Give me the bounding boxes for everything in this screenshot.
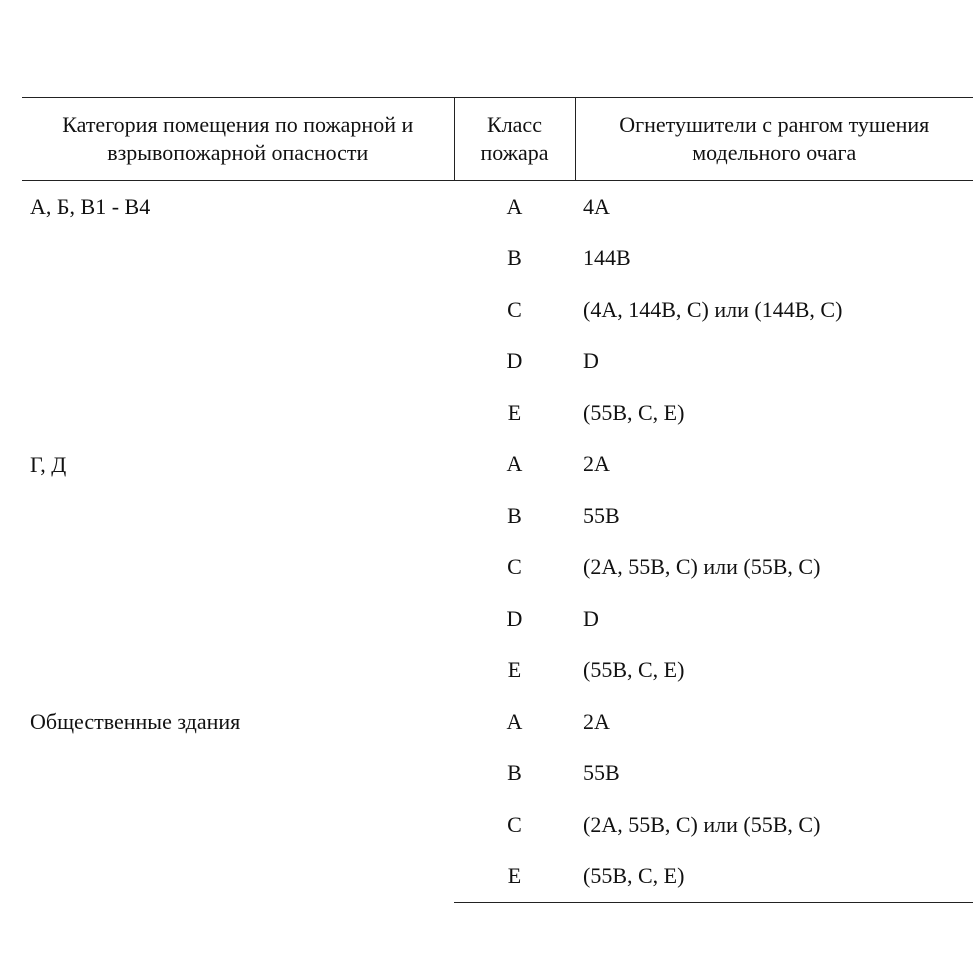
extinguisher-cell: 144B — [583, 245, 631, 271]
category-cell: Г, Д — [30, 451, 67, 477]
extinguisher-cell: D — [583, 605, 599, 631]
extinguisher-cell: (2A, 55B, C) или (55B, C) — [583, 811, 821, 837]
fire-class-cell: C — [507, 811, 522, 837]
extinguisher-cell: (4A, 144B, C) или (144B, C) — [583, 296, 843, 322]
fire-class-cell: C — [507, 554, 522, 580]
extinguisher-cell: 55B — [583, 502, 620, 528]
header-category: Категория помещения по пожарной и взрывопожарной опасности — [22, 98, 454, 181]
fire-class-cell: E — [507, 657, 522, 683]
fire-class-cell: D — [506, 348, 523, 374]
table-header — [22, 98, 973, 181]
category-cell: А, Б, В1 - В4 — [30, 194, 151, 219]
fire-class-cell: A — [506, 708, 523, 734]
extinguisher-cell: 2A — [583, 451, 610, 477]
fire-class-cell: B — [507, 502, 522, 528]
extinguisher-cell: 55B — [583, 760, 620, 786]
header-row — [22, 98, 973, 181]
fire-class-cell: B — [507, 760, 522, 786]
extinguisher-cell: 2A — [583, 708, 610, 734]
fire-class-cell: E — [454, 851, 575, 903]
extinguisher-cell: (55B, C, E) — [583, 657, 685, 683]
extinguisher-cell: (55B, C, E) — [583, 399, 685, 425]
extinguisher-cell: 4A — [583, 193, 610, 219]
fire-class-cell: E — [507, 399, 522, 425]
table-row — [22, 181, 973, 233]
fire-class-cell: D — [506, 605, 523, 631]
extinguisher-cell: D — [583, 348, 599, 374]
extinguisher-table-container — [22, 97, 973, 903]
table-body — [22, 181, 973, 903]
header-fire-class: Класс пожара — [454, 98, 575, 181]
extinguisher-cell: (55B, C, E) — [575, 851, 973, 903]
extinguisher-cell: (2A, 55B, C) или (55B, C) — [583, 554, 821, 580]
table-row — [22, 696, 973, 748]
extinguisher-table — [22, 97, 973, 903]
fire-class-cell: B — [507, 245, 522, 271]
category-cell: Общественные здания — [30, 709, 241, 734]
fire-class-cell: C — [507, 296, 522, 322]
fire-class-cell: A — [506, 451, 523, 477]
fire-class-cell: A — [506, 193, 523, 219]
header-extinguishers: Огнетушители с рангом тушения модельного очага — [575, 98, 973, 181]
table-row — [22, 439, 973, 491]
